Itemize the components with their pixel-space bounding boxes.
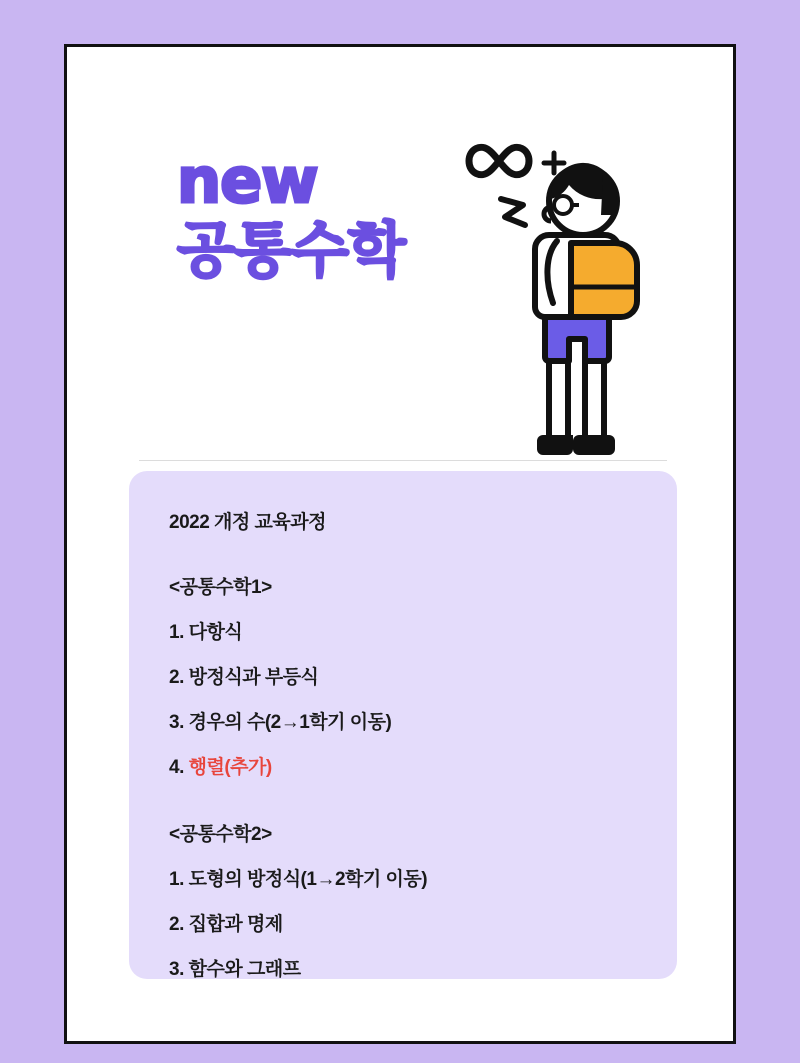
section-gongtong-math-2 [169,819,637,981]
list-item [169,864,637,891]
list-item [169,909,637,936]
list-item [169,954,637,981]
curriculum-panel [129,471,677,979]
list-item-number: 3. [169,959,184,980]
list-item-text: 다항식 [188,622,243,643]
lightning-icon [501,199,525,225]
plus-icon [544,153,564,173]
list-item [169,707,637,734]
title-block [177,144,477,284]
list-item [169,662,637,689]
student-legs [537,349,615,455]
section-spacer [169,797,637,819]
list-item-text: 행렬(추가) [188,757,272,778]
list-item-text: 경우의 수(2→1학기 이동) [188,712,392,733]
list-item-number: 1. [169,869,184,890]
list-item-text: 함수와 그래프 [188,959,301,980]
title-new: new [177,144,318,217]
list-item-number: 4. [169,757,184,778]
poster-card [64,44,736,1044]
list-item-text: 방정식과 부등식 [188,667,319,688]
panel-heading: 2022 개정 교육과정 [169,512,326,533]
section-gongtong-math-1 [169,572,637,779]
list-item-number: 2. [169,667,184,688]
student-illustration [445,117,705,477]
title-main: 공통수학 [177,216,405,284]
list-item [169,617,637,644]
student-shorts [545,313,609,361]
list-item-number: 2. [169,914,184,935]
list-item-highlighted [169,752,637,779]
poster-header [67,47,733,457]
list-item-number: 3. [169,712,184,733]
list-item-number: 1. [169,622,184,643]
infinity-icon [469,147,529,174]
section-title: <공통수학2> [169,824,272,845]
list-item-text: 집합과 명제 [188,914,283,935]
section-title: <공통수학1> [169,577,272,598]
list-item-text: 도형의 방정식(1→2학기 이동) [188,869,428,890]
header-divider [139,460,667,461]
